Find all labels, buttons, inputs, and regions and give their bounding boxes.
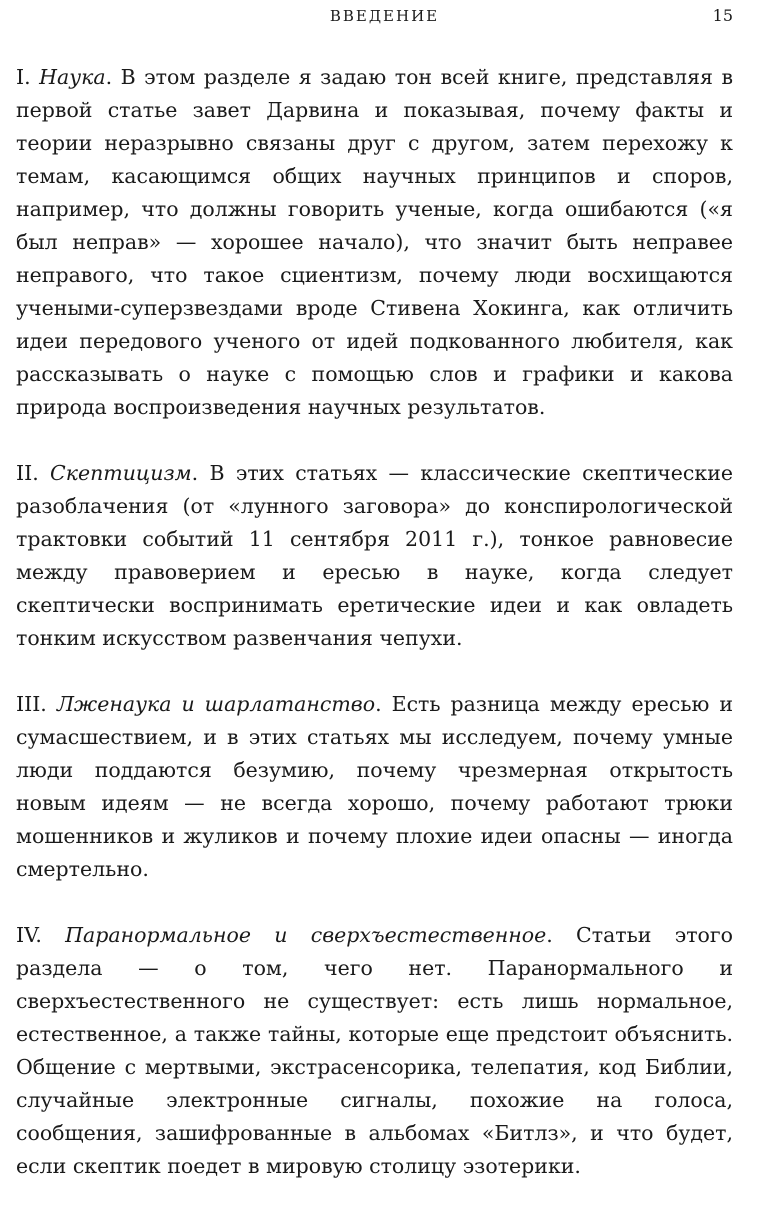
section-numeral: II.: [16, 461, 51, 485]
section-text: . В этих статьях — классические скептические разоблачения (от «лунного заговора» до конспирологической трактовки событий 11 сентября 2011 г.), тонкое равновесие между правоверием и ересью в науке, когда следует скептически воспринимать еретические идеи и как овладеть тонким искусством развенчания чепухи.: [16, 461, 733, 650]
section-text: . Статьи этого раздела — о том, чего нет. Паранормального и сверхъестественного не существует: есть лишь нормальное, естественное, а также тайны, которые еще предстоит объяснить. Общение с мертвыми, экстрасенсорика, телепатия, код Библии, случайные электронные сигналы, похожие на голоса, сообщения, зашифрованные в альбомах «Битлз», и что будет, если скептик поедет в мировую столицу эзотерики.: [16, 923, 733, 1178]
section-pseudoscience: [16, 688, 733, 886]
running-head: ВВЕДЕНИЕ: [329, 7, 440, 25]
section-title: Лженаука и шарлатанство: [56, 692, 376, 716]
section-text: . Есть разница между ересью и сумасшествием, и в этих статьях мы исследуем, почему умные люди поддаются безумию, почему чрезмерная открытость новым идеям — не всегда хорошо, почему работают трюки мошенников и жуликов и почему плохие идеи опасны — иногда смертельно.: [16, 692, 734, 881]
section-title: Наука: [39, 65, 106, 89]
section-paranormal: [16, 919, 733, 1183]
section-title: Скептицизм: [50, 461, 192, 485]
section-skepticism: [16, 457, 733, 655]
section-numeral: I.: [16, 65, 40, 89]
section-numeral: III.: [16, 692, 57, 716]
section-numeral: IV.: [16, 923, 66, 947]
section-title: Паранормальное и сверхъестественное: [65, 923, 547, 947]
page-body: [16, 61, 733, 1216]
section-science: [16, 61, 733, 424]
page-number: 15: [712, 6, 733, 25]
section-text: . В этом разделе я задаю тон всей книге, представляя в первой статье завет Дарвина и показывая, почему факты и теории неразрывно связаны друг с другом, затем перехожу к темам, касающимся общих научных принципов и споров, например, что должны говорить ученые, когда ошибаются («я был неправ» — хорошее начало), что значит быть неправее неправого, что такое сциентизм, почему люди восхищаются учеными-суперзвездами вроде Стивена Хокинга, как отличить идеи передового ученого от идей подкованного любителя, как рассказывать о науке с помощью слов и графики и какова природа воспроизведения научных результатов.: [16, 65, 733, 419]
page-header: [0, 6, 769, 30]
